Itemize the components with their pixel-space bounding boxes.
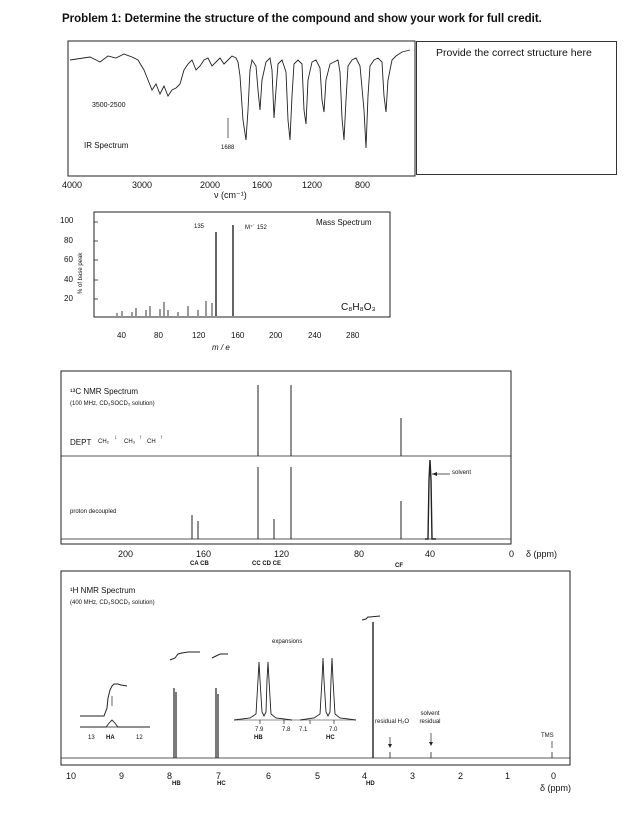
c13-proton-decoupled-label: proton decoupled [70,509,117,515]
h1-xtick-6: 6 [266,771,272,781]
h1-xtick-8: 8 [167,771,173,781]
c13-dept-ch: CH [147,439,156,445]
problem-title: Problem 1: Determine the structure of the compound and show your work for full credit. [62,13,542,25]
ir-tick-4000: 4000 [62,180,83,190]
ms-xtick-280: 280 [346,331,360,340]
c13-xtick-120: 120 [274,549,290,559]
c13-assign-cde: CC CD CE [252,561,282,567]
c13-xtick-80: 80 [354,549,365,559]
h1-solvent-residual-label: solvent residual [419,711,441,725]
ms-ytick-80: 80 [64,236,73,245]
ms-ytick-20: 20 [64,294,73,303]
c13-dept-ch2: CH₂ [98,439,109,445]
c13-title: ¹³C NMR Spectrum [70,387,139,396]
c13-dept-label: DEPT [70,438,92,447]
answer-prompt: Provide the correct structure here [436,47,592,59]
ir-co-band-label: 1688 [221,145,235,151]
ms-xtick-160: 160 [231,331,245,340]
h1-xtick-3: 3 [410,771,416,781]
ms-peak-135-label: 135 [194,224,205,230]
ms-label: Mass Spectrum [316,218,372,227]
h1-expansions-label: expansions [272,639,303,645]
ms-xtick-200: 200 [269,331,283,340]
ir-tick-800: 800 [355,180,371,190]
h1-inset-tick-13: 13 [88,735,95,741]
c13-dept-ch-arrow-icon: ↑ [160,435,163,441]
ir-tick-1600: 1600 [252,180,273,190]
h1-assign-hb: HB [172,781,181,787]
c13-dept-ch2-arrow-icon: ↓ [114,435,117,441]
c13-xtick-0: 0 [509,549,515,559]
ms-ytick-100: 100 [60,216,74,225]
h1-title: ¹H NMR Spectrum [70,586,136,595]
c13-assign-ab: CA CB [190,561,209,567]
c13-assign-f: CF [395,563,403,569]
h1-exp-tick-71: 7.1 [299,727,308,733]
ms-ytick-60: 60 [64,255,73,264]
h1-inset-ha: HA [106,735,115,741]
ms-y-axis-label: % of base peak [78,252,84,294]
ir-tick-2000: 2000 [200,180,221,190]
h1-tms-label: TMS [541,733,554,739]
h1-xtick-4: 4 [362,771,368,781]
ms-xtick-40: 40 [117,331,126,340]
answer-box[interactable] [416,41,617,175]
h1-assign-hc: HC [217,781,226,787]
c13-dept-ch3: CH₃ [124,439,136,445]
h1-exp-tick-70: 7.0 [329,727,338,733]
h1-xtick-5: 5 [315,771,321,781]
h1-xtick-0: 0 [551,771,557,781]
h1-subtitle: (400 MHz, CD₃SOCD₃ solution) [70,600,155,606]
h1-xtick-7: 7 [216,771,222,781]
h1-x-axis-unit: δ (ppm) [540,783,572,793]
ms-xtick-120: 120 [192,331,206,340]
h1-xtick-10: 10 [66,771,77,781]
c13-subtitle: (100 MHz, CD₃SOCD₃ solution) [70,401,155,407]
ir-oh-band-label: 3500-2500 [92,102,126,109]
h1-inset-tick-12: 12 [136,735,143,741]
h1-exp-hc: HC [326,735,335,741]
ms-formula: C₈H₈O₃ [341,302,376,313]
c13-dept-ch3-arrow-icon: ↑ [139,435,142,441]
ms-xtick-80: 80 [154,331,163,340]
h1-exp-tick-78: 7.8 [282,727,291,733]
h1-xtick-9: 9 [119,771,125,781]
h1-residual-h2o-label: residual H₂O [374,719,409,725]
c13-xtick-40: 40 [425,549,436,559]
c13-xtick-160: 160 [196,549,212,559]
c13-x-axis-unit: δ (ppm) [526,549,558,559]
ms-ytick-40: 40 [64,275,73,284]
ms-x-axis-label: m / e [212,343,230,352]
ms-xtick-240: 240 [308,331,322,340]
ir-label: IR Spectrum [84,141,129,150]
h1-exp-tick-79: 7.9 [255,727,264,733]
h1-xtick-1: 1 [505,771,511,781]
c13-solvent-label: solvent [452,470,472,476]
h1-xtick-2: 2 [458,771,464,781]
ir-tick-3000: 3000 [132,180,153,190]
ir-tick-1200: 1200 [302,180,323,190]
h1-exp-hb: HB [254,735,263,741]
c13-xtick-200: 200 [118,549,134,559]
ir-x-axis-label: ν (cm⁻¹) [214,190,247,200]
h1-assign-hd: HD [366,781,375,787]
ms-molecular-ion-label: M⁺˙ 152 [245,225,267,231]
